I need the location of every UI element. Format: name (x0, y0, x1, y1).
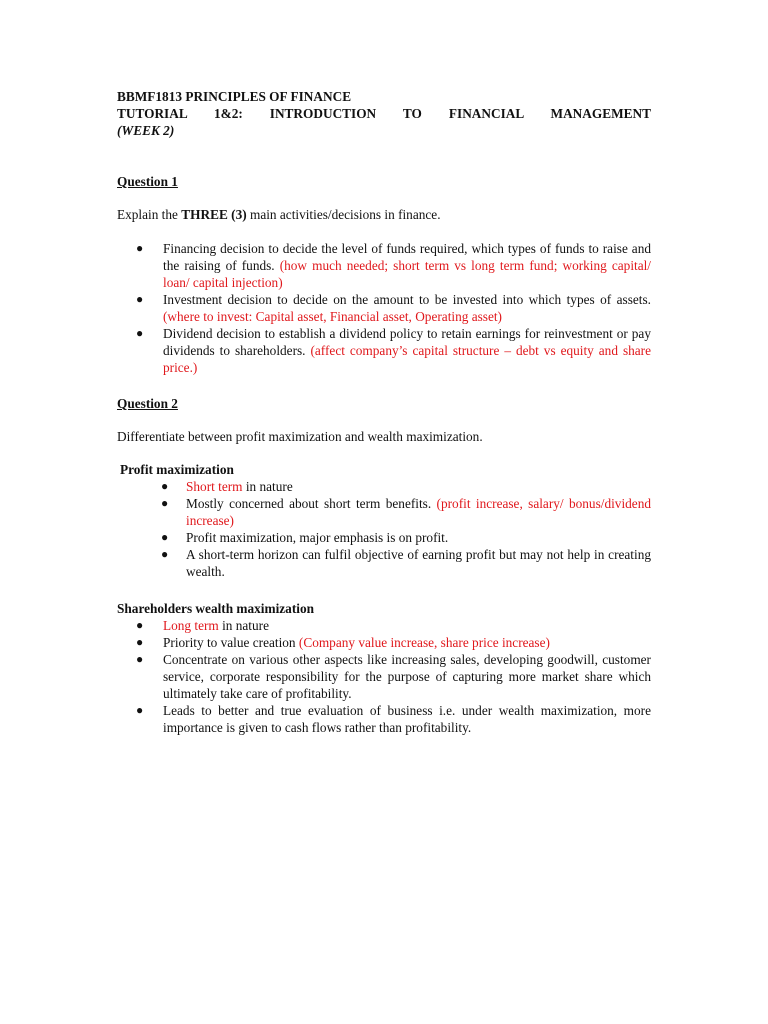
section-heading: Profit maximization (120, 462, 234, 477)
answer-note: (how much needed; short term vs long term fund; working capital/ loan/ capital injection) (163, 258, 651, 290)
list-item (117, 478, 651, 495)
document-header (117, 88, 651, 139)
question-2-heading (117, 395, 651, 412)
list-item (117, 702, 651, 736)
answer-note: (profit increase, salary/ bonus/dividend increase) (186, 496, 651, 528)
wealth-max-heading (117, 600, 651, 617)
question-1-prompt (117, 206, 651, 223)
answer-text: Dividend decision to establish a dividend policy to retain earnings for reinvestment or pay dividends to shareholders. (163, 326, 651, 358)
answer-note-lead: Long term (163, 618, 219, 633)
bullet-dot-icon: ● (136, 652, 144, 666)
tutorial-title: TUTORIAL 1&2: INTRODUCTION TO FINANCIAL MANAGEMENT (117, 106, 651, 121)
profit-max-list (117, 478, 651, 580)
bullet-dot-icon: ● (161, 496, 169, 510)
bullet-dot-icon: ● (136, 618, 144, 632)
week-label: (WEEK 2) (117, 123, 175, 138)
list-item (117, 325, 651, 376)
question-heading: Question 1 (117, 174, 178, 189)
answer-text: Mostly concerned about short term benefits. (186, 496, 437, 511)
bullet-dot-icon: ● (136, 292, 144, 306)
list-item (117, 291, 651, 325)
profit-max-heading (120, 461, 654, 478)
answer-note-lead: Short term (186, 479, 243, 494)
list-item (117, 617, 651, 634)
answer-note: (where to invest: Capital asset, Financial asset, Operating asset) (163, 309, 502, 324)
list-item (117, 634, 651, 651)
list-item (117, 651, 651, 702)
answer-text: in nature (218, 618, 269, 633)
list-item (117, 240, 651, 291)
answer-text: Leads to better and true evaluation of business i.e. under wealth maximization, more importance is given to cash flows rather than profitability. (163, 703, 651, 735)
section-heading: Shareholders wealth maximization (117, 601, 314, 616)
prompt-emphasis: THREE (3) (181, 207, 247, 222)
bullet-dot-icon: ● (136, 241, 144, 255)
bullet-dot-icon: ● (136, 326, 144, 340)
bullet-dot-icon: ● (161, 547, 169, 561)
answer-note: (affect company’s capital structure – debt vs equity and share price.) (163, 343, 652, 375)
question-1-heading (117, 173, 651, 190)
answer-text: Investment decision to decide on the amount to be invested into which types of assets. (163, 292, 651, 307)
question-heading: Question 2 (117, 396, 178, 411)
answer-note: (Company value increase, share price increase) (298, 635, 550, 650)
answer-text: A short-term horizon can fulfil objective of earning profit but may not help in creating wealth. (186, 547, 651, 579)
answer-text: Concentrate on various other aspects like increasing sales, developing goodwill, customer service, corporate responsibility for the purpose of capturing more market share which ultimately take care of profitability. (163, 652, 651, 701)
course-title: BBMF1813 PRINCIPLES OF FINANCE (117, 89, 352, 104)
bullet-dot-icon: ● (136, 703, 144, 717)
bullet-dot-icon: ● (136, 635, 144, 649)
answer-text: Financing decision to decide the level of funds required, which types of funds to raise and the raising of funds. (163, 241, 651, 273)
prompt-text: Explain the (117, 207, 182, 222)
answer-text: in nature (242, 479, 293, 494)
question-2-prompt: Differentiate between profit maximization and wealth maximization. (117, 429, 483, 444)
prompt-text-end: main activities/decisions in finance. (246, 207, 441, 222)
wealth-max-list (117, 617, 651, 736)
answer-text: Profit maximization, major emphasis is on profit. (186, 530, 449, 545)
bullet-dot-icon: ● (161, 479, 169, 493)
list-item (117, 495, 651, 529)
question-1-answer-list (117, 240, 651, 376)
list-item (117, 529, 651, 546)
answer-text: Priority to value creation (163, 635, 299, 650)
bullet-dot-icon: ● (161, 530, 169, 544)
list-item (117, 546, 651, 580)
